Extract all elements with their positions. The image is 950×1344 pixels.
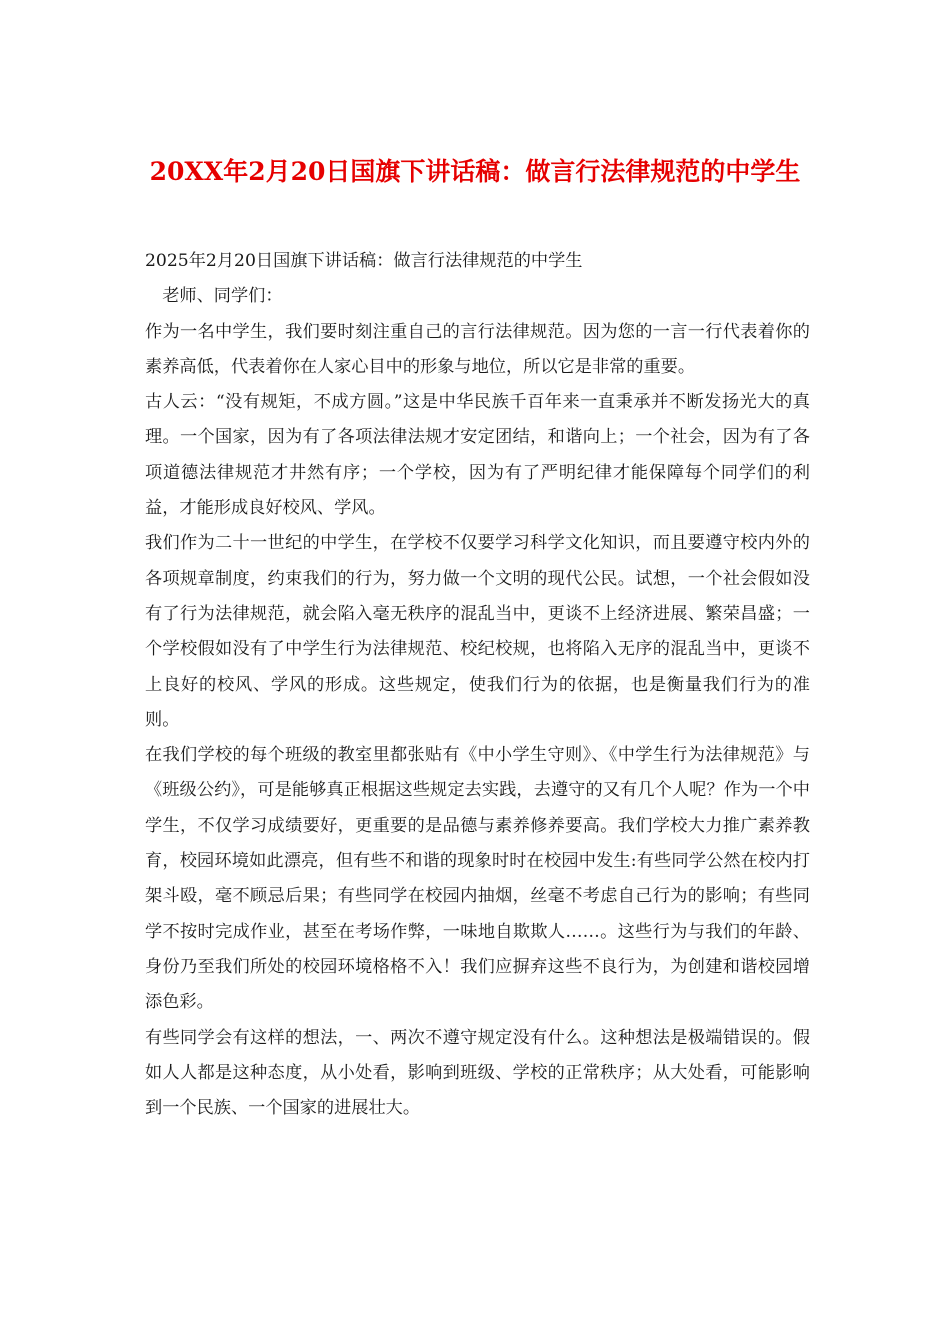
subtitle-line: 2025年2月20日国旗下讲话稿：做言行法律规范的中学生 bbox=[145, 251, 583, 271]
paragraph: 在我们学校的每个班级的教室里都张贴有《中小学生守则》、《中学生行为法律规范》与《班级公约》，可是能够真正根据这些规定去实践，去遵守的又有几个人呢？作为一个中学生，不仅学习成绩要好，更重要的是品德与素养修养要高。我们学校大力推广素养教育，校园环境如此漂亮，但有些不和谐的现象时时在校园中发生:有些同学公然在校内打架斗殴，毫不顾忌后果；有些同学在校园内抽烟，丝毫不考虑自己行为的影响；有些同学不按时完成作业，甚至在考场作弊，一味地自欺欺人……。这些行为与我们的年龄、身份乃至我们所处的校园环境格格不入！我们应摒弃这些不良行为，为创建和谐校园增添色彩。 bbox=[145, 745, 810, 1013]
document-body bbox=[145, 244, 810, 1126]
paragraph: 古人云：“没有规矩，不成方圆。”这是中华民族千百年来一直秉承并不断发扬光大的真理。一个国家，因为有了各项法律法规才安定团结，和谐向上；一个社会，因为有了各项道德法律规范才井然有序；一个学校，因为有了严明纪律才能保障每个同学们的利益，才能形成良好校风、学风。 bbox=[145, 392, 810, 519]
salutation: 老师、同学们： bbox=[162, 286, 283, 307]
document-title: 20XX年2月20日国旗下讲话稿：做言行法律规范的中学生 bbox=[149, 157, 801, 186]
paragraph: 我们作为二十一世纪的中学生，在学校不仅要学习科学文化知识，而且要遵守校内外的各项规章制度，约束我们的行为，努力做一个文明的现代公民。试想，一个社会假如没有了行为法律规范，就会陷入毫无秩序的混乱当中，更谈不上经济进展、繁荣昌盛；一个学校假如没有了中学生行为法律规范、校纪校规，也将陷入无序的混乱当中，更谈不上良好的校风、学风的形成。这些规定，使我们行为的依据，也是衡量我们行为的准则。 bbox=[145, 533, 810, 730]
paragraph: 有些同学会有这样的想法，一、两次不遵守规定没有什么。这种想法是极端错误的。假如人人都是这种态度，从小处看，影响到班级、学校的正常秩序；从大处看，可能影响到一个民族、一个国家的进展壮大。 bbox=[145, 1027, 810, 1119]
paragraph: 作为一名中学生，我们要时刻注重自己的言行法律规范。因为您的一言一行代表着你的素养高低，代表着你在人家心目中的形象与地位，所以它是非常的重要。 bbox=[145, 321, 810, 377]
